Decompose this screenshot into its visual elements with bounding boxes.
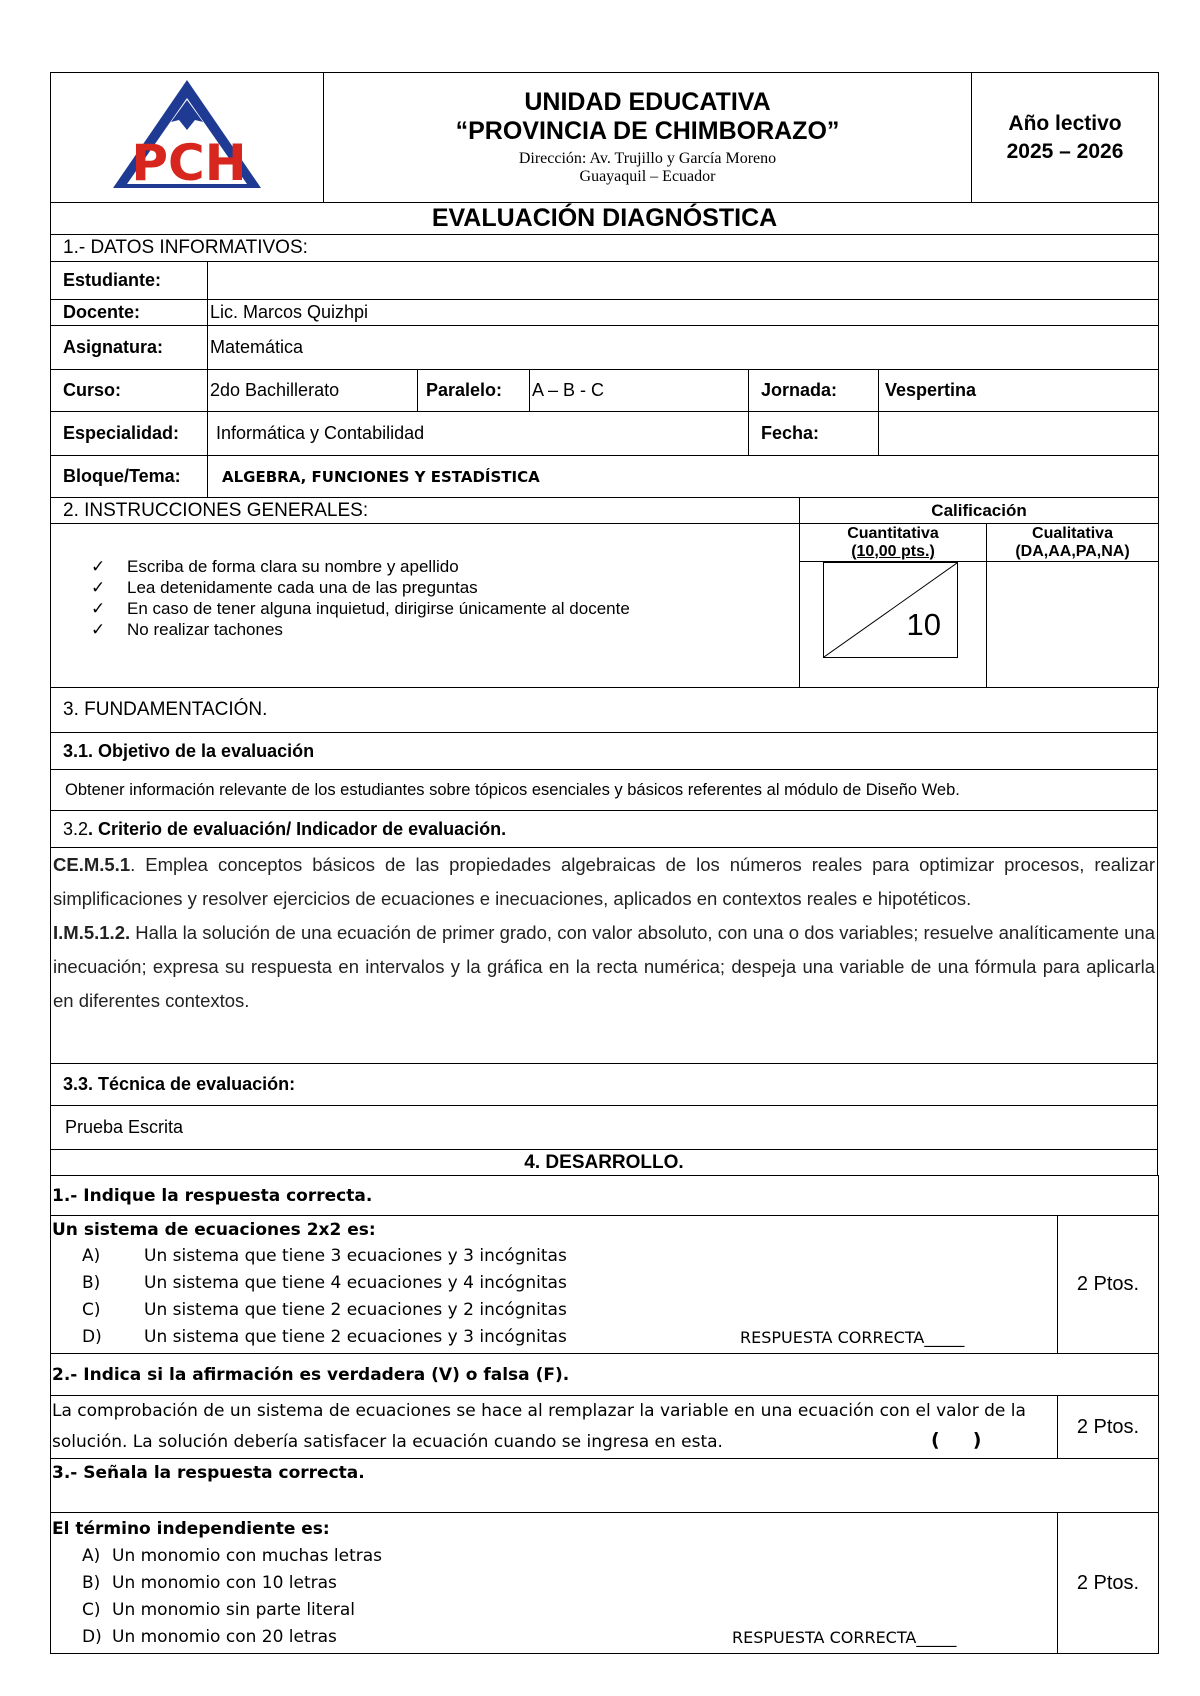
score-max: 10 bbox=[906, 607, 941, 642]
school-info-cell bbox=[324, 73, 972, 203]
objetivo-heading: 3.1. Objetivo de la evaluación bbox=[51, 733, 1158, 770]
option-text: Un sistema que tiene 3 ecuaciones y 3 incógnitas bbox=[144, 1246, 567, 1266]
estudiante-label: Estudiante: bbox=[51, 262, 208, 300]
option-letter: A) bbox=[82, 1546, 101, 1566]
school-year-cell bbox=[972, 73, 1159, 203]
score-cell bbox=[800, 562, 987, 688]
option-text: Un monomio con muchas letras bbox=[112, 1546, 383, 1566]
criterio-heading-text: . Criterio de evaluación/ Indicador de evaluación. bbox=[88, 818, 507, 839]
q2-statement: La comprobación de un sistema de ecuaciones se hace al remplazar la variable en una ecuación con el valor de la solución. La solución debería satisfacer la ecuación cuando se ingresa en esta. bbox=[52, 1401, 1026, 1452]
logo-letters: PCH bbox=[131, 134, 247, 192]
option-text: Un monomio sin parte literal bbox=[112, 1600, 356, 1620]
cualitativa-field[interactable] bbox=[987, 562, 1159, 688]
curso-label: Curso: bbox=[51, 370, 208, 412]
option-letter: C) bbox=[82, 1600, 101, 1620]
jornada-value: Vespertina bbox=[879, 370, 1159, 412]
school-address: Dirección: Av. Trujillo y García Moreno bbox=[518, 149, 777, 167]
indicador-code: I.M.5.1.2. bbox=[53, 922, 131, 943]
instructions-cell bbox=[51, 524, 800, 688]
jornada-label: Jornada: bbox=[749, 370, 879, 412]
fecha-field[interactable] bbox=[879, 412, 1159, 456]
q1-option-c[interactable] bbox=[52, 1297, 1056, 1324]
docente-value: Lic. Marcos Quizhpi bbox=[208, 300, 1159, 326]
cuantitativa-label: Cuantitativa bbox=[847, 524, 939, 542]
instructions-list bbox=[55, 556, 795, 640]
bloque-value: ALGEBRA, FUNCIONES Y ESTADÍSTICA bbox=[208, 456, 1159, 498]
school-name-line1: UNIDAD EDUCATIVA bbox=[524, 88, 771, 117]
q3-option-c[interactable] bbox=[52, 1597, 1056, 1624]
section3-heading: 3. FUNDAMENTACIÓN. bbox=[51, 688, 1158, 733]
school-year-value: 2025 – 2026 bbox=[1006, 139, 1124, 163]
estudiante-field[interactable] bbox=[208, 262, 1159, 300]
bloque-label: Bloque/Tema: bbox=[51, 456, 208, 498]
header-table bbox=[50, 72, 1159, 203]
option-text: Un monomio con 20 letras bbox=[112, 1627, 337, 1647]
questions-table bbox=[50, 1175, 1159, 1654]
instruction-item bbox=[91, 598, 795, 619]
criterio-text: . Emplea conceptos básicos de las propiedades algebraicas de los números reales para optimizar procesos, realizar simplificaciones y resolver ejercicios de ecuaciones e inecuaciones, aplicados en contextos reales e hipotéticos. bbox=[53, 854, 1155, 909]
exam-page bbox=[50, 72, 1158, 1654]
check-icon: ✓ bbox=[91, 599, 106, 618]
paralelo-label: Paralelo: bbox=[418, 370, 530, 412]
option-text: Un monomio con 10 letras bbox=[112, 1573, 337, 1593]
asignatura-label: Asignatura: bbox=[51, 326, 208, 370]
check-icon: ✓ bbox=[91, 620, 106, 639]
q2-points: 2 Ptos. bbox=[1058, 1396, 1159, 1459]
q1-stem: Un sistema de ecuaciones 2x2 es: bbox=[52, 1220, 376, 1240]
asignatura-value: Matemática bbox=[208, 326, 1159, 370]
instructions-table bbox=[50, 497, 1159, 688]
q3-option-a[interactable] bbox=[52, 1543, 1056, 1570]
section2-heading: 2. INSTRUCCIONES GENERALES: bbox=[51, 498, 800, 524]
fecha-label: Fecha: bbox=[749, 412, 879, 456]
objetivo-text: Obtener información relevante de los estudiantes sobre tópicos esenciales y básicos referentes al módulo de Diseño Web. bbox=[51, 770, 1158, 811]
school-city: Guayaquil – Ecuador bbox=[579, 168, 716, 186]
school-year-label: Año lectivo bbox=[1008, 112, 1122, 136]
option-letter: C) bbox=[82, 1300, 101, 1320]
indicador-text: Halla la solución de una ecuación de primer grado, con valor absoluto, con una o dos variables; resuelve analíticamente una inecuación; expresa su respuesta en intervalos y la gráfica en la recta numérica; despeja una variable de una fórmula para aplicarla en diferentes contextos. bbox=[53, 922, 1155, 1011]
instruction-text: Lea detenidamente cada una de las preguntas bbox=[127, 578, 478, 597]
score-box[interactable] bbox=[823, 562, 958, 658]
check-icon: ✓ bbox=[91, 578, 106, 597]
q3-instruction: 3.- Señala la respuesta correcta. bbox=[51, 1459, 1159, 1513]
criterio-code: CE.M.5.1 bbox=[53, 854, 131, 875]
fundamentacion-table bbox=[50, 687, 1158, 1176]
instruction-item bbox=[91, 556, 795, 577]
q2-statement-cell bbox=[51, 1396, 1058, 1459]
q1-option-a[interactable] bbox=[52, 1243, 1056, 1270]
q3-options bbox=[52, 1543, 1056, 1651]
cualitativa-heading bbox=[987, 524, 1159, 562]
q3-points: 2 Ptos. bbox=[1058, 1513, 1159, 1654]
q2-instruction: 2.- Indica si la afirmación es verdadera (V) o falsa (F). bbox=[51, 1354, 1159, 1396]
especialidad-value: Informática y Contabilidad bbox=[208, 412, 749, 456]
cuantitativa-heading bbox=[800, 524, 987, 562]
docente-label: Docente: bbox=[51, 300, 208, 326]
option-letter: B) bbox=[82, 1573, 101, 1593]
curso-value: 2do Bachillerato bbox=[208, 370, 418, 412]
q3-answer-field[interactable]: RESPUESTA CORRECTA_____ bbox=[732, 1628, 957, 1647]
option-letter: D) bbox=[82, 1327, 102, 1347]
instruction-text: En caso de tener alguna inquietud, dirigirse únicamente al docente bbox=[127, 599, 630, 618]
tecnica-heading: 3.3. Técnica de evaluación: bbox=[51, 1064, 1158, 1106]
tecnica-value: Prueba Escrita bbox=[51, 1106, 1158, 1150]
page-title: EVALUACIÓN DIAGNÓSTICA bbox=[51, 203, 1159, 235]
q3-option-d[interactable] bbox=[52, 1624, 1056, 1651]
option-text: Un sistema que tiene 4 ecuaciones y 4 incógnitas bbox=[144, 1273, 567, 1293]
q1-instruction: 1.- Indique la respuesta correcta. bbox=[51, 1176, 1159, 1216]
calificacion-heading: Calificación bbox=[800, 498, 1159, 524]
option-letter: D) bbox=[82, 1627, 102, 1647]
q1-answer-field[interactable]: RESPUESTA CORRECTA_____ bbox=[740, 1328, 965, 1347]
option-text: Un sistema que tiene 2 ecuaciones y 2 incógnitas bbox=[144, 1300, 567, 1320]
cualitativa-codes: (DA,AA,PA,NA) bbox=[1015, 542, 1130, 560]
q1-options bbox=[52, 1243, 1056, 1351]
option-letter: B) bbox=[82, 1273, 101, 1293]
criterio-heading-num: 3.2 bbox=[63, 818, 89, 839]
school-name-line2: “PROVINCIA DE CHIMBORAZO” bbox=[455, 117, 840, 146]
logo-cell bbox=[51, 73, 324, 203]
school-logo bbox=[107, 76, 267, 194]
q1-points: 2 Ptos. bbox=[1058, 1216, 1159, 1354]
check-icon: ✓ bbox=[91, 557, 106, 576]
instruction-item bbox=[91, 619, 795, 640]
especialidad-label: Especialidad: bbox=[51, 412, 208, 456]
q3-option-b[interactable] bbox=[52, 1570, 1056, 1597]
q1-option-d[interactable] bbox=[52, 1324, 1056, 1351]
option-letter: A) bbox=[82, 1246, 101, 1266]
instruction-item bbox=[91, 577, 795, 598]
instruction-text: Escriba de forma clara su nombre y apellido bbox=[127, 557, 459, 576]
q3-stem: El término independiente es: bbox=[52, 1519, 330, 1539]
paralelo-value: A – B - C bbox=[530, 370, 749, 412]
q2-answer-blank[interactable]: ( ) bbox=[931, 1429, 982, 1451]
instruction-text: No realizar tachones bbox=[127, 620, 283, 639]
q1-option-b[interactable] bbox=[52, 1270, 1056, 1297]
q1-body bbox=[51, 1216, 1058, 1354]
option-text: Un sistema que tiene 2 ecuaciones y 3 incógnitas bbox=[144, 1327, 567, 1347]
q3-body bbox=[51, 1513, 1058, 1654]
info-table bbox=[50, 202, 1159, 498]
criterio-heading bbox=[51, 811, 1158, 848]
criterio-body bbox=[51, 848, 1158, 1064]
section4-heading: 4. DESARROLLO. bbox=[51, 1150, 1158, 1176]
section1-heading: 1.- DATOS INFORMATIVOS: bbox=[51, 235, 1159, 262]
cualitativa-label: Cualitativa bbox=[1032, 524, 1113, 542]
cuantitativa-points: (10,00 pts.) bbox=[851, 542, 935, 560]
